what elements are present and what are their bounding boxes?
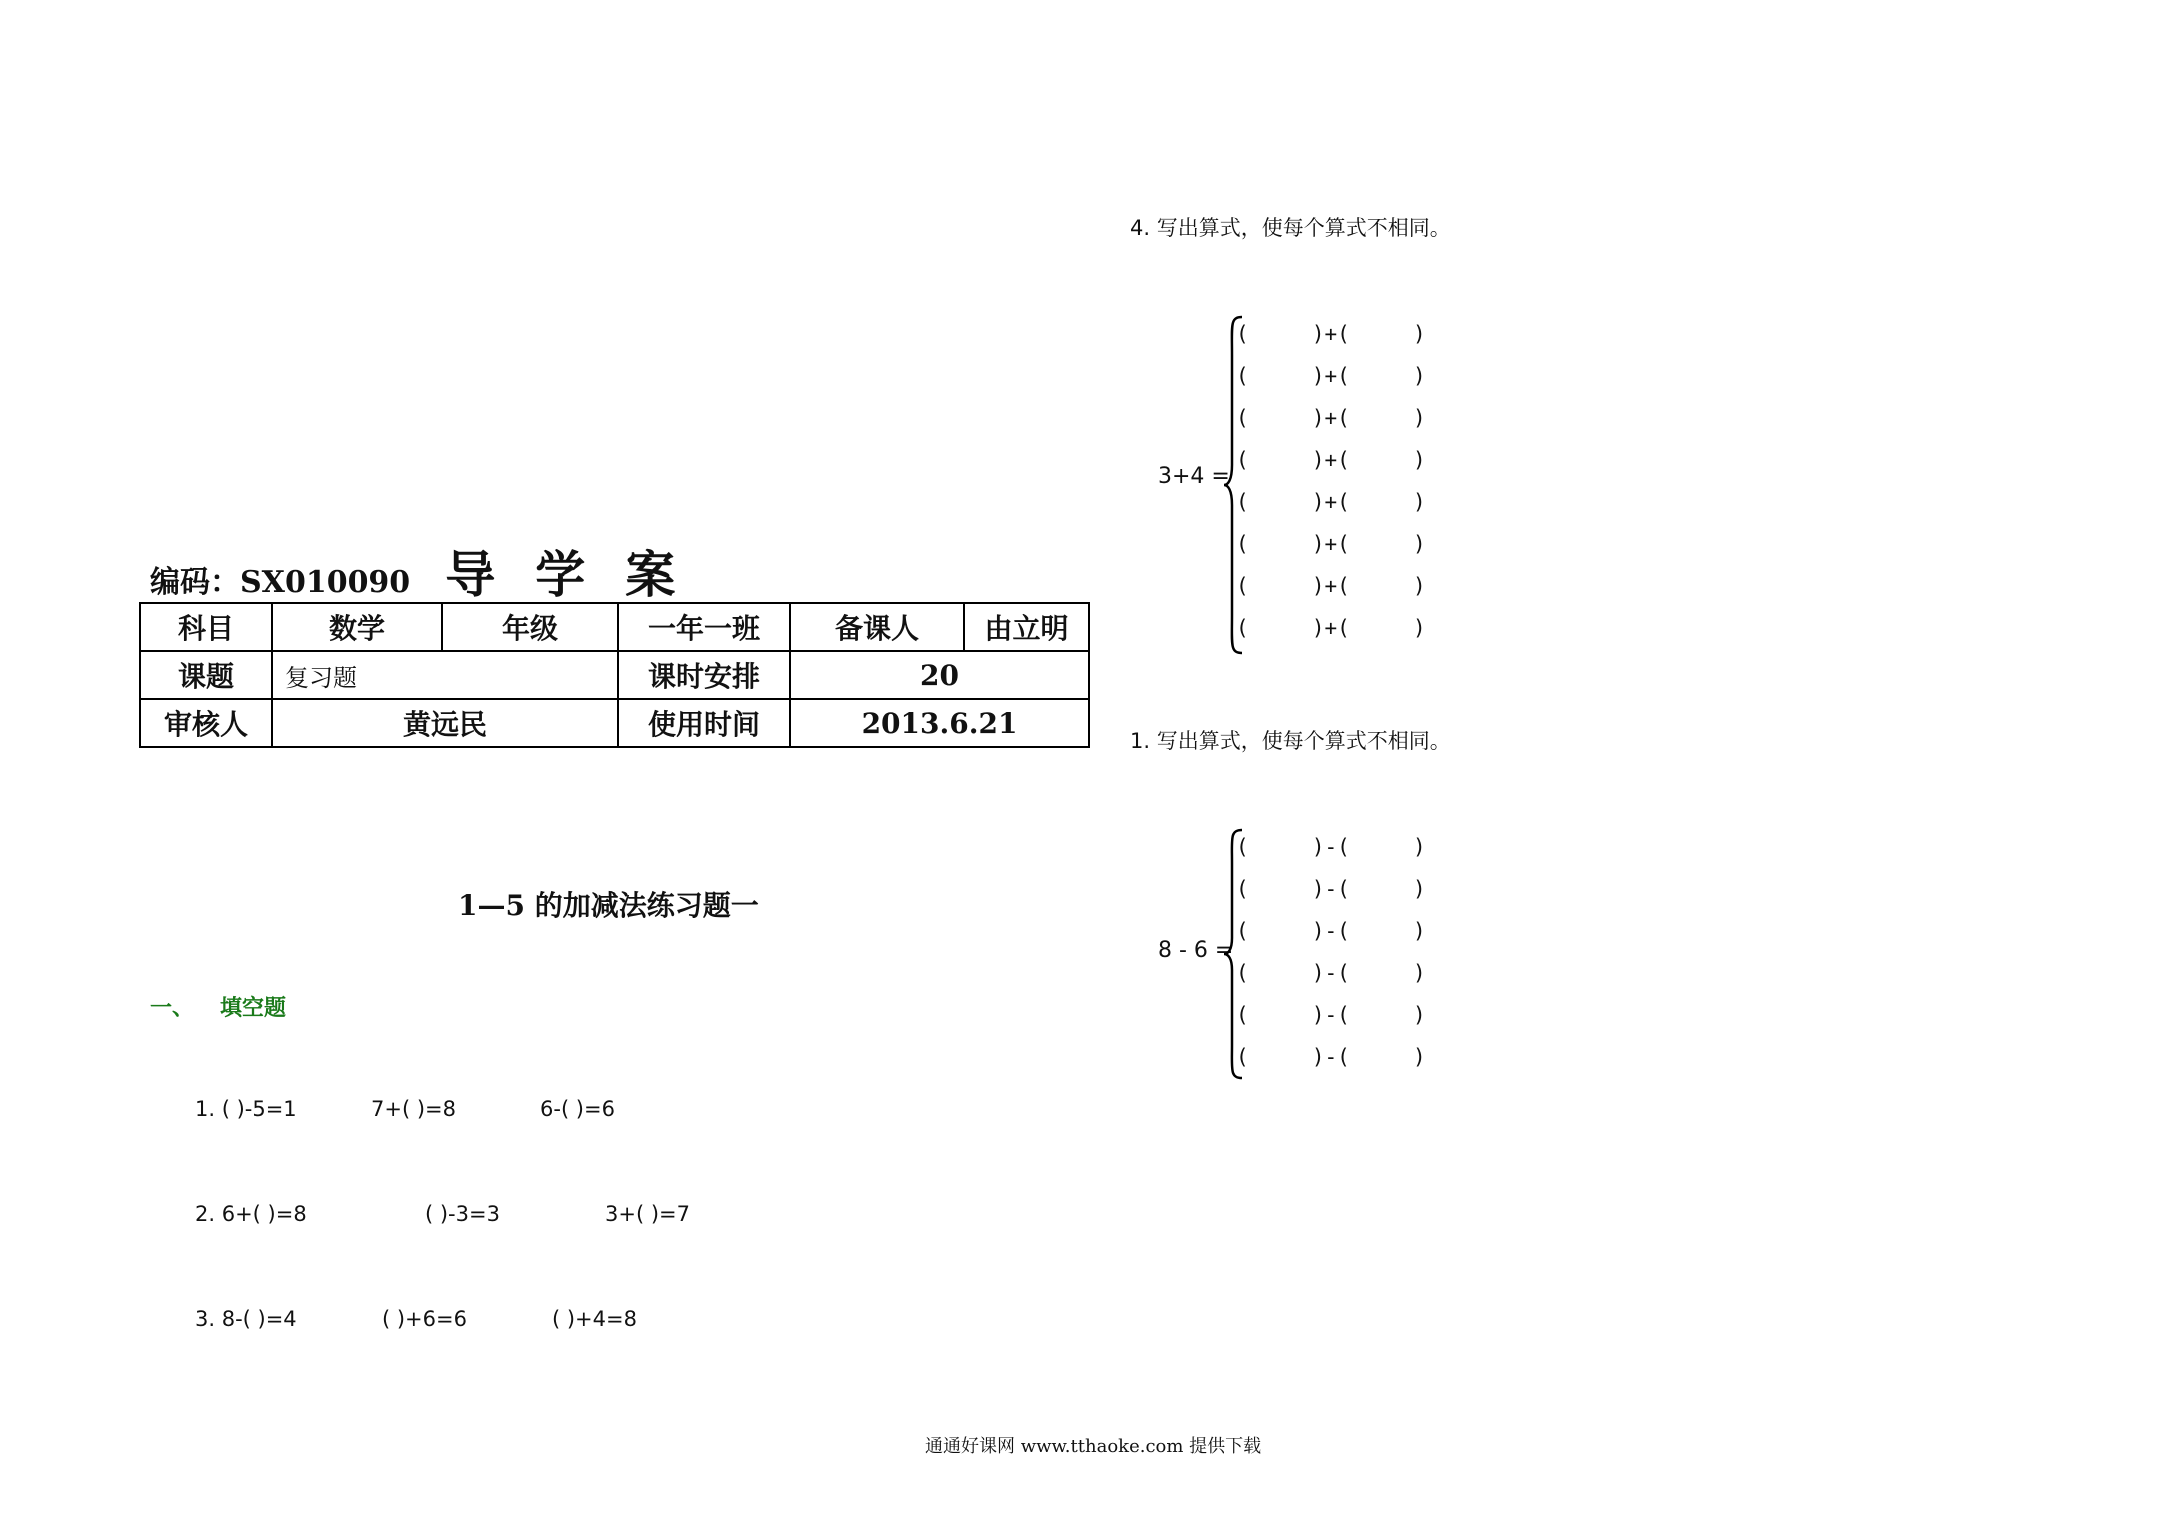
info-row-3 (140, 699, 1089, 747)
info-row-2 (140, 651, 1089, 699)
subtraction-row: ( )-( ) (1236, 1045, 1426, 1069)
page-footer: 通通好课网 www.tthaoke.com 提供下载 (925, 1436, 1262, 1457)
question-row-2 (195, 1202, 795, 1232)
question-item: 2. 6+( )=8 (195, 1202, 307, 1226)
subtraction-row: ( )-( ) (1236, 961, 1426, 985)
addition-row: ( )+( ) (1236, 490, 1426, 514)
addition-row: ( )+( ) (1236, 322, 1426, 346)
question-item: ( )+4=8 (552, 1307, 637, 1331)
reviewer-value: 黄远民 (272, 699, 618, 747)
grade-value: 一年一班 (618, 603, 790, 651)
reviewer-label: 审核人 (140, 699, 272, 747)
subtraction-row: ( )-( ) (1236, 1003, 1426, 1027)
question-item: ( )-3=3 (425, 1202, 500, 1226)
addition-row: ( )+( ) (1236, 406, 1426, 430)
document-header (150, 535, 715, 607)
topic-label: 课题 (140, 651, 272, 699)
subtraction-row: ( )-( ) (1236, 835, 1426, 859)
subtraction-instruction: 1. 写出算式，使每个算式不相同。 (1130, 729, 1451, 753)
exercise-title: 1—5 的加减法练习题一 (458, 889, 759, 922)
grade-label: 年级 (442, 603, 618, 651)
hours-label: 课时安排 (618, 651, 790, 699)
addition-row: ( )+( ) (1236, 574, 1426, 598)
section-title: 填空题 (220, 995, 287, 1021)
subtraction-expression: 8 - 6 = (1158, 938, 1234, 963)
preparer-label: 备课人 (790, 603, 964, 651)
question-row-3 (195, 1307, 795, 1337)
date-label: 使用时间 (618, 699, 790, 747)
date-value: 2013.6.21 (790, 699, 1089, 747)
subtraction-brace-icon (1222, 828, 1244, 1080)
section-number: 一、 (150, 995, 195, 1021)
question-item: 1. ( )-5=1 (195, 1097, 297, 1121)
subject-value: 数学 (272, 603, 442, 651)
info-row-1 (140, 603, 1089, 651)
question-item: ( )+6=6 (382, 1307, 467, 1331)
document-code: 编码：SX010090 (150, 565, 411, 600)
addition-expression: 3+4 = (1158, 464, 1230, 489)
question-item: 6-( )=6 (540, 1097, 615, 1121)
subtraction-row: ( )-( ) (1236, 919, 1426, 943)
preparer-value: 由立明 (964, 603, 1089, 651)
hours-value: 20 (790, 651, 1089, 699)
addition-instruction: 4. 写出算式，使每个算式不相同。 (1130, 216, 1451, 240)
section-heading (150, 991, 286, 1022)
subject-label: 科目 (140, 603, 272, 651)
addition-row: ( )+( ) (1236, 448, 1426, 472)
question-item: 3. 8-( )=4 (195, 1307, 297, 1331)
addition-row: ( )+( ) (1236, 532, 1426, 556)
addition-row: ( )+( ) (1236, 616, 1426, 640)
document-title: 导学案 (445, 545, 716, 604)
addition-row: ( )+( ) (1236, 364, 1426, 388)
question-item: 3+( )=7 (605, 1202, 690, 1226)
topic-value: 复习题 (272, 651, 618, 699)
info-table (139, 602, 1090, 748)
subtraction-row: ( )-( ) (1236, 877, 1426, 901)
question-item: 7+( )=8 (371, 1097, 456, 1121)
question-row-1 (195, 1097, 795, 1127)
